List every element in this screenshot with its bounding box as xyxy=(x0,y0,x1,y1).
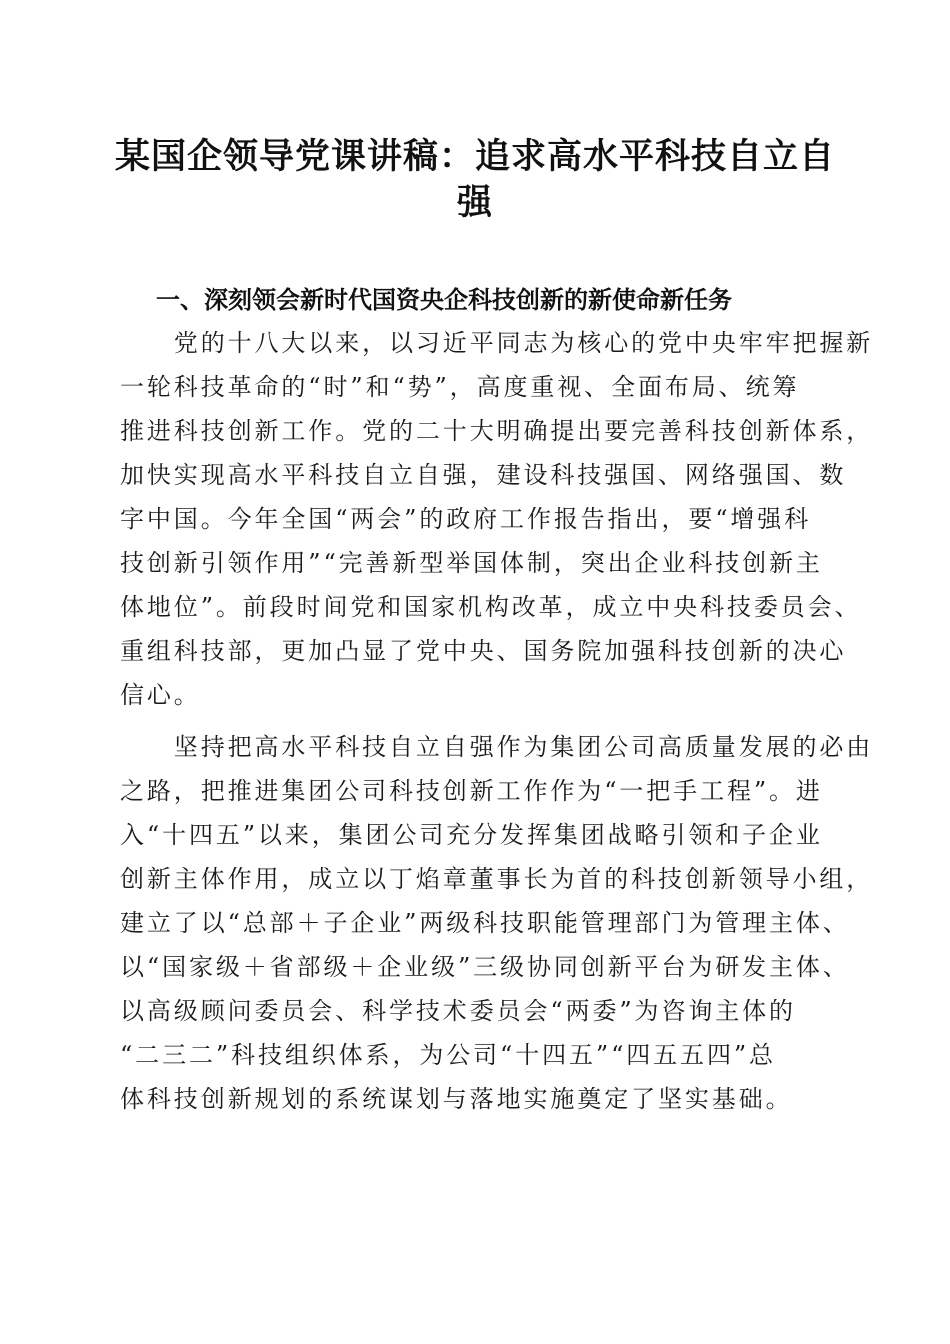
paragraph-line: 以“国家级＋省部级＋企业级”三级协同创新平台为研发主体、 xyxy=(120,953,850,981)
paragraph-line: 以高级顾问委员会、科学技术委员会“两委”为咨询主体的 xyxy=(120,997,796,1025)
paragraph xyxy=(120,725,874,1121)
paragraph-line: 重组科技部，更加凸显了党中央、国务院加强科技创新的决心 xyxy=(120,637,847,665)
paragraph-line: 坚持把高水平科技自立自强作为集团公司高质量发展的必由 xyxy=(120,733,874,761)
paragraph-line: 入“十四五”以来，集团公司充分发挥集团战略引领和子企业 xyxy=(120,821,823,849)
section-heading: 一、深刻领会新时代国资央企科技创新的新使命新任务 xyxy=(156,286,732,314)
paragraph-line: 技创新引领作用”“完善新型举国体制，突出企业科技创新主 xyxy=(120,549,823,577)
paragraph-line: 体科技创新规划的系统谋划与落地实施奠定了坚实基础。 xyxy=(120,1085,793,1113)
paragraph-line: 党的十八大以来，以习近平同志为核心的党中央牢牢把握新 xyxy=(120,329,874,357)
paragraph-line: 字中国。今年全国“两会”的政府工作报告指出，要“增强科 xyxy=(120,505,812,533)
paragraph-line: 加快实现高水平科技自立自强，建设科技强国、网络强国、数 xyxy=(120,461,847,489)
paragraph-line: 创新主体作用，成立以丁焰章董事长为首的科技创新领导小组， xyxy=(120,865,874,893)
paragraph-line: 建立了以“总部＋子企业”两级科技职能管理部门为管理主体、 xyxy=(120,909,850,937)
page-title: 某国企领导党课讲稿：追求高水平科技自立自强 xyxy=(114,136,835,223)
paragraph-line: 之路，把推进集团公司科技创新工作作为“一把手工程”。进 xyxy=(120,777,823,805)
paragraph-line: 信心。 xyxy=(120,681,201,709)
paragraph-line: “二三二”科技组织体系，为公司“十四五”“四五五四”总 xyxy=(120,1041,776,1069)
paragraph-line: 一轮科技革命的“时”和“势”，高度重视、全面布局、统筹 xyxy=(120,373,800,401)
paragraph-line: 体地位”。前段时间党和国家机构改革，成立中央科技委员会、 xyxy=(120,593,862,621)
paragraph-line: 推进科技创新工作。党的二十大明确提出要完善科技创新体系， xyxy=(120,417,874,445)
paragraph xyxy=(120,321,874,717)
